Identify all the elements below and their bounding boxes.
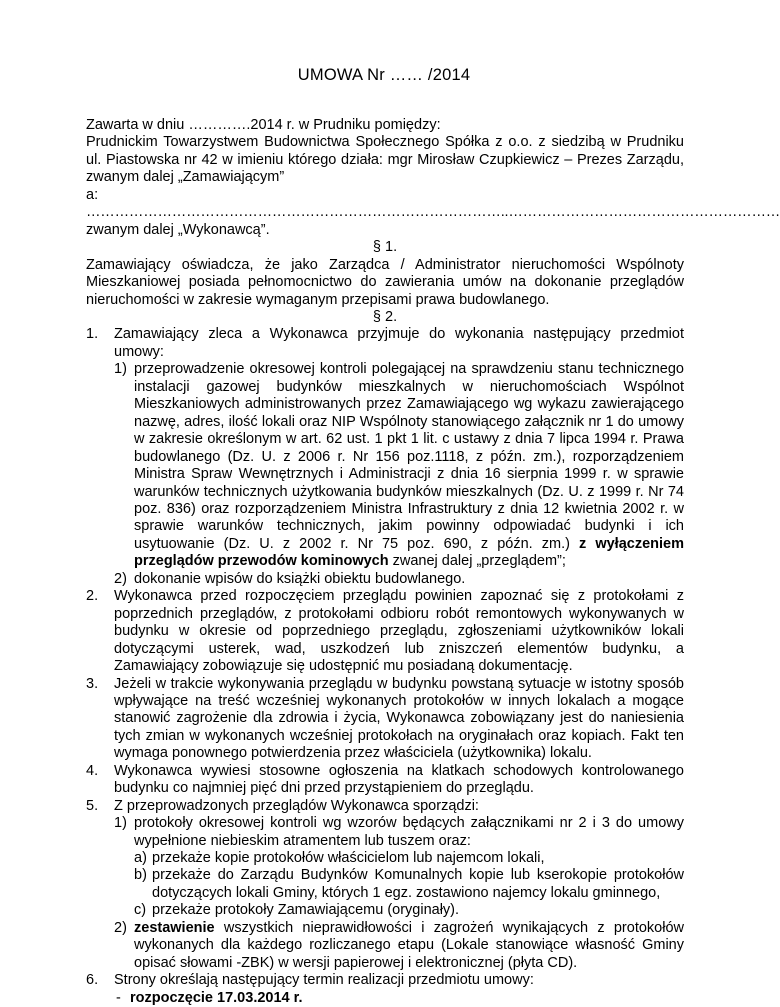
section-1-text: Zamawiający oświadcza, że jako Zarządca / Administrator nieruchomości Wspólnoty Mieszkaniowej posiada pełnomocnictwo do zawierania umów na dokonanie przeglądów nieruchomości w zakresie wymaganym przepisami prawa budowlanego. bbox=[86, 256, 684, 308]
list-item: 2) zestawienie wszystkich nieprawidłowości i zagrożeń wynikających z protokołów wykonanych dla każdego rozliczanego etapu (Lokale stanowiące własność Gminy opisać słowami -ZBK) w wersji papierowej i elektronicznej (płyta CD). bbox=[114, 919, 684, 971]
party2-label: zwanym dalej „Wykonawcą”. bbox=[86, 221, 270, 238]
section-1-heading: § 1. bbox=[372, 239, 398, 256]
list-item: 4. Wykonawca wywiesi stosowne ogłoszenia na klatkach schodowych kontrolowanego budynku co najmniej pięć dni przed przystąpieniem do przeglądu. bbox=[86, 762, 684, 797]
contract-body bbox=[86, 117, 780, 1007]
party2-blank-line: ……………………………………………………………………………..………………………………………………… bbox=[86, 204, 780, 221]
list-item: c) przekaże protokoły Zamawiającemu (oryginały). bbox=[134, 902, 460, 919]
list-item: 2) dokonanie wpisów do książki obiektu budowlanego. bbox=[114, 570, 466, 587]
contract-title: UMOWA Nr …… /2014 bbox=[297, 66, 471, 84]
party1-paragraph: Prudnickim Towarzystwem Budownictwa Społecznego Spółka z o.o. z siedzibą w Prudniku ul. Piastowska nr 42 w imieniu którego działa: mgr Mirosław Czupkiewicz – Prezes Zarządu, zwanym dalej „Zamawiającym” bbox=[86, 134, 684, 186]
list-item: a) przekaże kopie protokołów właścicielom lub najemcom lokali, bbox=[134, 850, 545, 867]
list-item: 1. Zamawiający zleca a Wykonawca przyjmuje do wykonania następujący przedmiot umowy: bbox=[86, 326, 684, 360]
list-item: 5. Z przeprowadzonych przeglądów Wykonawca sporządzi: bbox=[86, 797, 479, 814]
list-item: 3. Jeżeli w trakcie wykonywania przeglądu w budynku powstaną sytuacje w istotny sposób wpływające na treść wcześniej wykonanych protokołów w innych lokalach a mogące stanowić zagrożenie dla zdrowia i życia, Wykonawca zobowiązany jest do naniesienia tych zmian w wykonanych wcześniej protokołach na oryginałach oraz kopiach. Fakt ten wymaga ponownego potwierdzenia przez właściciela (użytkownika) lokalu. bbox=[86, 675, 684, 762]
section-2-heading: § 2. bbox=[372, 308, 398, 325]
list-item: 6. Strony określają następujący termin realizacji przedmiotu umowy: bbox=[86, 972, 534, 989]
list-item: 1) protokoły okresowej kontroli wg wzorów będących załącznikami nr 2 i 3 do umowy wypełnione niebieskim atramentem lub tuszem oraz: bbox=[114, 815, 684, 849]
list-item: 2. Wykonawca przed rozpoczęciem przeglądu powinien zapoznać się z protokołami z poprzednich przeglądów, z protokołami odbioru robót remontowych wykonywanych w budynku w okresie od poprzedniego przeglądu, zgłoszeniami użytkowników lokali dotyczącymi usterek, wad, uszkodzeń lub zniszczeń elementów budynku, a Zamawiający zobowiązuje się udostępnić mu posiadaną dokumentację. bbox=[86, 588, 684, 675]
list-item: 1) przeprowadzenie okresowej kontroli polegającej na sprawdzeniu stanu technicznego instalacji gazowej budynków mieszkalnych w nieruchomościach Wspólnot Mieszkaniowych administrowanych przez Zamawiającego wg wykazu zawierającego nazwę, adres, ilość lokali oraz NIP Wspólnoty stanowiącego załącznik nr 1 do umowy w zakresie określonym w art. 62 ust. 1 pkt 1 lit. c ustawy z dnia 7 lipca 1994 r. Prawa budowlanego (Dz. U. z 2006 r. Nr 156 poz.1118, z późn. zm.), rozporządzeniem Ministra Spraw Wewnętrznych i Administracji z dnia 16 sierpnia 1999 r. w sprawie warunków technicznych użytkowania budynków mieszkalnych (Dz. U. z 1999 r. Nr 74 poz. 836) oraz rozporządzeniem Ministra Infrastruktury z dnia 12 kwietnia 2002 r. w sprawie warunków technicznych, jakim powinny odpowiadać budynki i ich usytuowanie (Dz. U. z 2002 r. Nr 75 poz. 690, z późn. zm.) z wyłączeniem przeglądów przewodów kominowych zwanej dalej „przeglądem”; bbox=[114, 361, 685, 570]
and-label: a: bbox=[86, 186, 99, 203]
intro-date-line: Zawarta w dniu ………….2014 r. w Prudniku pomiędzy: bbox=[86, 117, 441, 133]
list-item: - rozpoczęcie 17.03.2014 r. bbox=[116, 989, 303, 1006]
list-item: b) przekaże do Zarządu Budynków Komunalnych kopie lub kserokopie protokołów dotyczących lokali Gminy, których 1 egz. zostawiono najemcy lokalu gminnego, bbox=[134, 867, 684, 901]
